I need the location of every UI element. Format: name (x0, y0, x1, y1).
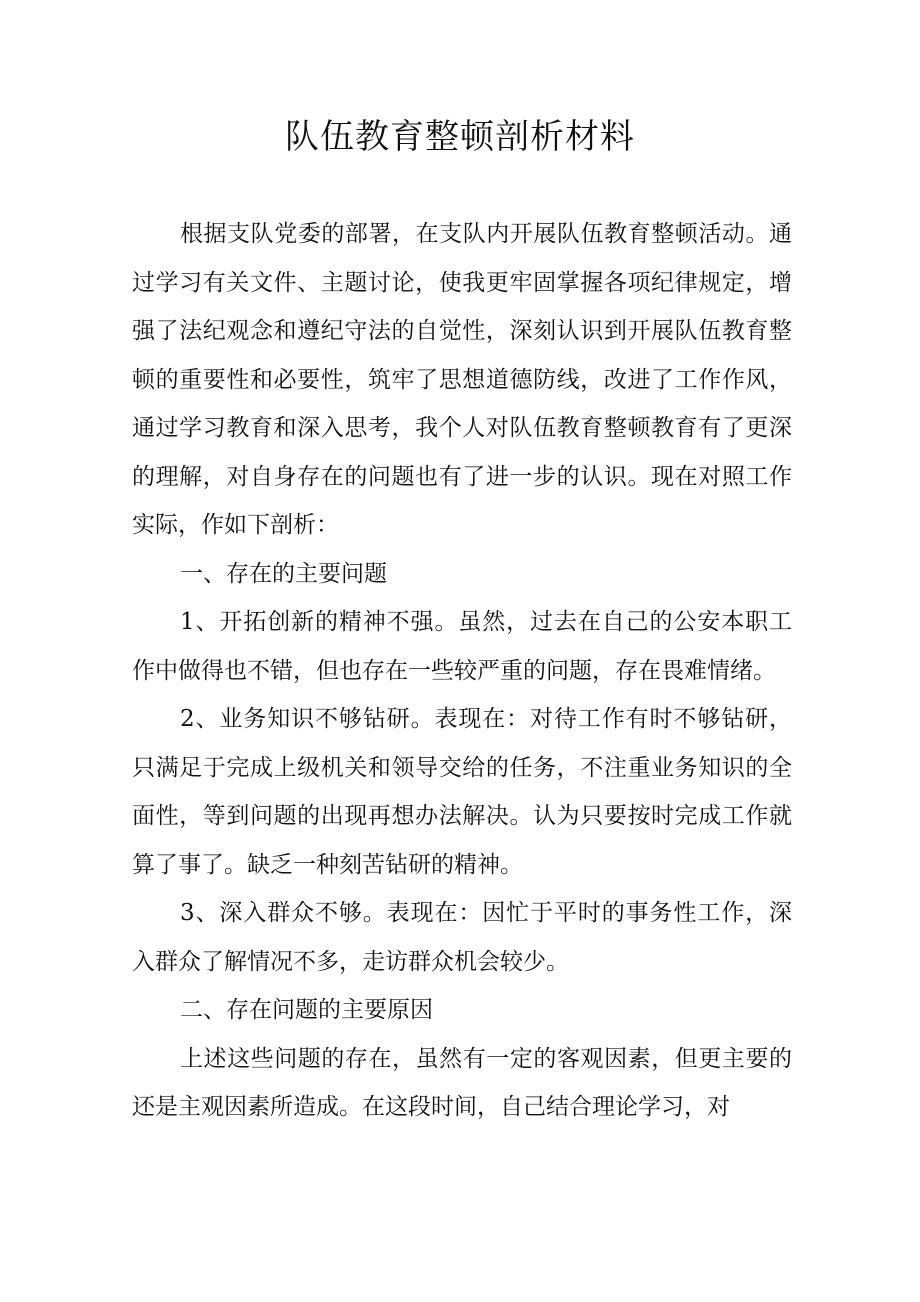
section-heading-main-problems: 一、存在的主要问题 (180, 560, 387, 587)
intro-paragraph: 根据支队党委的部署，在支队内开展队伍教育整顿活动。通过学习有关文件、主题讨论，使我更牢固掌握各项纪律规定，增强了法纪观念和遵纪守法的自觉性，深刻认识到开展队伍教育整顿的重要性和必要性，筑牢了思想道德防线，改进了工作作风，通过学习教育和深入思考，我个人对队伍教育整顿教育有了更深的理解，对自身存在的问题也有了进一步的认识。现在对照工作实际，作如下剖析： (132, 221, 792, 538)
problem-item-1: 1、开拓创新的精神不强。虽然，过去在自己的公安本职工作中做得也不错，但也存在一些较严重的问题，存在畏难情绪。 (132, 609, 792, 684)
document-title: 队伍教育整顿剖析材料 (285, 117, 635, 157)
document-body (132, 210, 792, 1132)
causes-paragraph: 上述这些问题的存在，虽然有一定的客观因素，但更主要的还是主观因素所造成。在这段时间，自己结合理论学习，对 (132, 1045, 792, 1120)
section-heading-main-causes: 二、存在问题的主要原因 (180, 997, 433, 1023)
problem-item-2: 2、业务知识不够钻研。表现在：对待工作有时不够钻研，只满足于完成上级机关和领导交给的任务，不注重业务知识的全面性，等到问题的出现再想办法解决。认为只要按时完成工作就算了事了。缺乏一种刻苦钻研的精神。 (132, 706, 792, 878)
problem-item-3: 3、深入群众不够。表现在：因忙于平时的事务性工作，深入群众了解情况不多，走访群众机会较少。 (132, 900, 792, 975)
